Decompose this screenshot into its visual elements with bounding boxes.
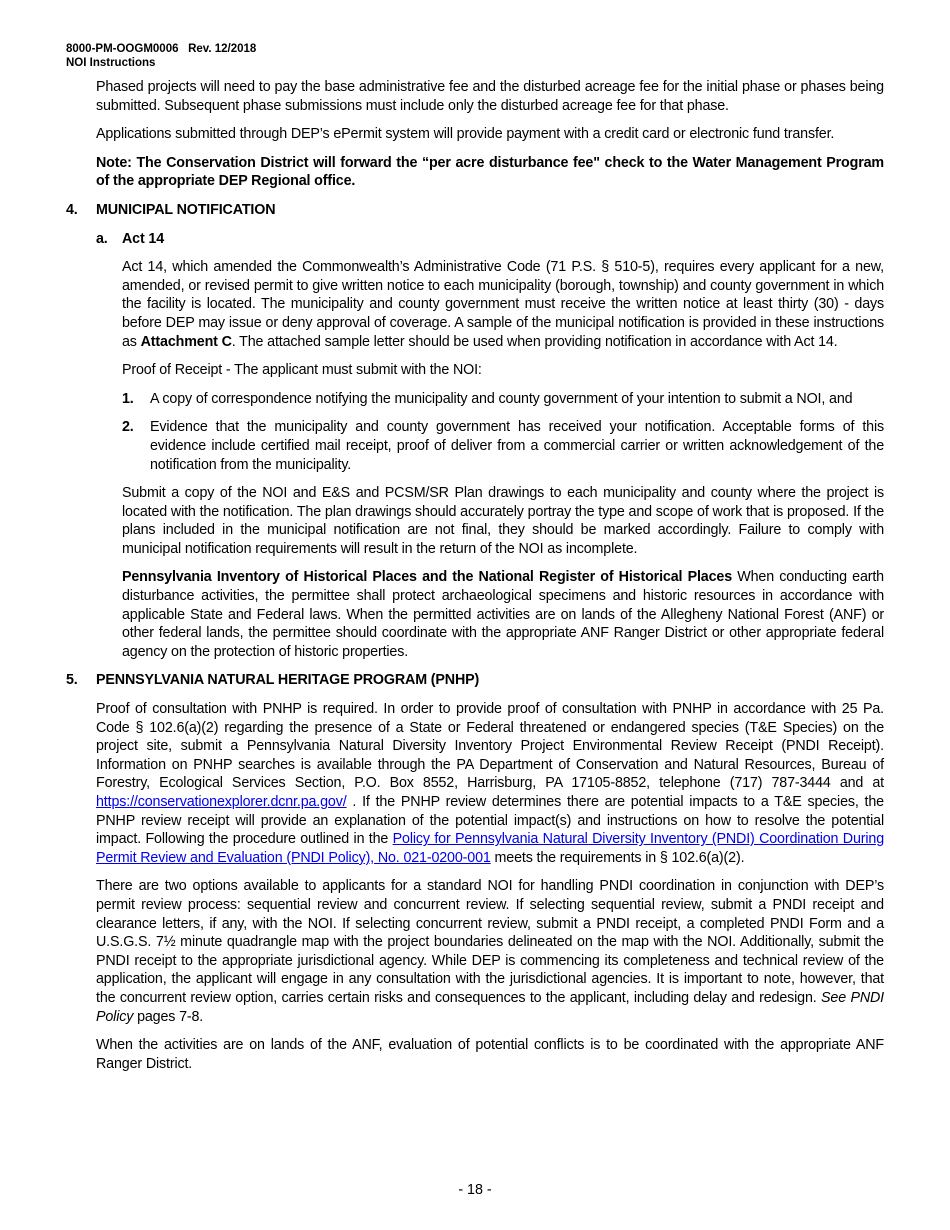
anf-paragraph: When the activities are on lands of the ANF, evaluation of potential conflicts is to be coordinated with the appropriate ANF Ranger District. <box>96 1037 884 1072</box>
page-number: - 18 - <box>458 1182 492 1198</box>
text: pages 7-8. <box>133 1008 204 1025</box>
section-title: PENNSYLVANIA NATURAL HERITAGE PROGRAM (PNHP) <box>96 672 480 689</box>
document-body <box>66 78 884 1083</box>
subsection-a-heading <box>96 230 884 249</box>
proof-of-receipt: Proof of Receipt - The applicant must submit with the NOI: <box>122 362 482 379</box>
document-header <box>66 42 256 70</box>
historic-heading: Pennsylvania Inventory of Historical Places and the National Register of Historical Places <box>122 569 732 586</box>
section-5-heading <box>66 671 884 690</box>
section-title: MUNICIPAL NOTIFICATION <box>96 201 276 218</box>
policy-ref: See PNDI Policy <box>96 989 884 1025</box>
text: Proof of consultation with PNHP is required. In order to provide proof of consultation with PNHP in accordance with 25 Pa. Code § 102.6(a)(2) regarding the presence of a State or Federal threatened or endangered species (T&E Species) on the project site, submit a Pennsylvania Natural Diversity Inventory Project Environmental Review Receipt (PNDI Receipt). Information on PNHP searches is available through the PA Department of Conservation and Natural Resources, Bureau of Forestry, Ecological Services Section, P.O. Box 8552, Harrisburg, PA 17105-8852, telephone (717) 787-3444 and at <box>96 701 884 792</box>
list-number: 2. <box>122 419 134 436</box>
subsection-number: a. <box>96 230 108 247</box>
subsection-title: Act 14 <box>122 230 165 247</box>
epermit-paragraph: Applications submitted through DEP’s ePermit system will provide payment with a credit card or electronic fund transfer. <box>96 126 835 143</box>
list-number: 1. <box>122 390 134 407</box>
pnhp-paragraph <box>96 700 884 867</box>
list-item <box>122 390 884 409</box>
list-item <box>122 418 884 474</box>
text: meets the requirements in § 102.6(a)(2). <box>490 849 745 866</box>
phased-projects-paragraph: Phased projects will need to pay the base administrative fee and the disturbed acreage fee for the initial phase or phases being submitted. Subsequent phase submissions must include only the disturbed acreage fee for that phase. <box>96 79 884 114</box>
section-number: 5. <box>66 672 78 689</box>
review-options-paragraph <box>96 877 884 1026</box>
historic-places-paragraph <box>122 568 884 661</box>
conservation-explorer-link[interactable]: https://conservationexplorer.dcnr.pa.gov/ <box>96 794 347 810</box>
submit-copy-paragraph: Submit a copy of the NOI and E&S and PCSM/SR Plan drawings to each municipality and county where the project is located with the notification. The plan drawings should accurately portray the type and scope of work that is proposed. If the plans included in the municipal notification are not final, they should be marked accordingly. Failure to comply with municipal notification requirements will result in the return of the NOI as incomplete. <box>122 485 884 557</box>
text: When conducting earth disturbance activities, the permittee shall protect archaeological specimens and historic resources in accordance with applicable State and Federal laws. When the permitted activities are on lands of the Allegheny National Forest (ANF) or other federal lands, the permittee should coordinate with the appropriate ANF Ranger District or other appropriate federal agency on the protection of historic properties. <box>122 569 884 660</box>
list-text: A copy of correspondence notifying the municipality and county government of your intention to submit a NOI, and <box>150 390 853 407</box>
document-id: 8000-PM-OOGM0006 Rev. 12/2018 <box>66 43 257 55</box>
section-4-heading <box>66 201 884 220</box>
note-paragraph: Note: The Conservation District will forward the “per acre disturbance fee" check to the Water Management Program of the appropriate DEP Regional office. <box>96 154 884 190</box>
list-text: Evidence that the municipality and county government has received your notification. Acceptable forms of this evidence include certified mail receipt, proof of deliver from a commercial carrier or written acknowledgement of the notification from the municipality. <box>150 419 884 473</box>
text: . If the PNHP review determines there are potential impacts to a T&E species, the PNHP review receipt will provide an explanation of the potential impact(s) and instructions on how to resolve the potential impact. Following the procedure outlined in the <box>96 794 884 848</box>
text: There are two options available to applicants for a standard NOI for handling PNDI coordination in conjunction with DEP’s permit review process: sequential review and concurrent review. If selecting sequential review, submit a PNDI receipt and clearance letters, if any, with the NOI. If selecting concurrent review, submit a PNDI receipt, a completed PNDI Form and a U.S.G.S. 7½ minute quadrangle map with the project boundaries delineated on the map with the NOI. Additionally, submit the PNDI receipt to the appropriate jurisdictional agency. While DEP is commencing its completeness and technical review of the application, the applicant will engage in any consultation with the jurisdictional agencies. It is important to note, however, that the concurrent review option, carries certain risks and consequences to the applicant, including delay and redesign. <box>96 878 884 1006</box>
document-title: NOI Instructions <box>66 57 156 69</box>
text: . The attached sample letter should be used when providing notification in accordance with Act 14. <box>231 333 838 350</box>
attachment-ref: Attachment C <box>140 333 232 350</box>
act14-paragraph <box>122 258 884 351</box>
section-number: 4. <box>66 201 78 218</box>
text: Act 14, which amended the Commonwealth’s Administrative Code (71 P.S. § 510-5), requires every applicant for a new, amended, or revised permit to give written notice to each municipality (borough, township) and county government in which the facility is located. The municipality and county government must receive the written notice at least thirty (30) - days before DEP may issue or deny approval of coverage. A sample of the municipal notification is provided in these instructions as <box>122 259 884 350</box>
pndi-policy-link[interactable]: Policy for Pennsylvania Natural Diversity Inventory (PNDI) Coordination During Permit Review and Evaluation (PNDI Policy), No. 021-0200-001 <box>96 831 884 866</box>
